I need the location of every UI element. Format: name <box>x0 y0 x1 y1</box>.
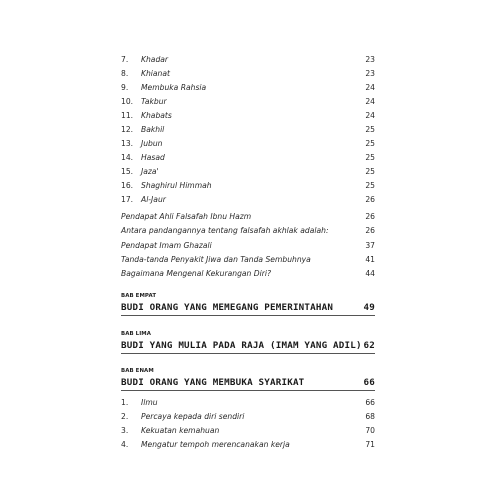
entry-page: 24 <box>365 83 375 92</box>
entry-number: 1. <box>121 398 129 407</box>
chapter-label: BAB EMPAT <box>121 293 157 299</box>
entry-number: 14. <box>121 153 134 162</box>
entry-title: Khianat <box>141 69 170 78</box>
entry-number: 11. <box>121 111 134 120</box>
entry-number: 10. <box>121 97 134 106</box>
line-title: Antara pandangannya tentang falsafah akhlak adalah: <box>121 226 329 235</box>
toc-entry <box>121 410 375 423</box>
chapter-label: BAB LIMA <box>121 331 152 337</box>
chapter-title: BUDI YANG MULIA PADA RAJA (IMAM YANG ADIL) <box>121 340 362 351</box>
chapter-page: 66 <box>363 377 375 388</box>
toc-entry <box>121 424 375 437</box>
entry-page: 23 <box>365 69 375 78</box>
chapter-heading <box>121 339 375 354</box>
entry-title: Shaghirul Himmah <box>141 181 212 190</box>
entry-page: 24 <box>365 111 375 120</box>
entry-page: 66 <box>365 398 375 407</box>
line-title: Pendapat Imam Ghazali <box>121 241 212 250</box>
line-page: 26 <box>365 212 375 221</box>
entry-title: Khadar <box>141 55 169 64</box>
entry-title: Jaza' <box>141 167 159 176</box>
entry-page: 25 <box>365 181 375 190</box>
toc-entry <box>121 53 375 66</box>
toc-entry <box>121 123 375 136</box>
toc-line <box>121 224 375 237</box>
line-page: 41 <box>365 255 375 264</box>
entry-title: Takbur <box>141 97 167 106</box>
entry-page: 68 <box>365 412 375 421</box>
chapter-heading <box>121 301 375 316</box>
line-title: Pendapat Ahli Falsafah Ibnu Hazm <box>121 212 252 221</box>
chapter-title: BUDI ORANG YANG MEMEGANG PEMERINTAHAN <box>121 302 334 313</box>
toc-line <box>121 210 375 223</box>
line-title: Tanda-tanda Penyakit Jiwa dan Tanda Sembuhnya <box>121 255 311 264</box>
toc-entry <box>121 396 375 409</box>
entry-title: Al-Jaur <box>141 195 166 204</box>
line-page: 37 <box>365 241 375 250</box>
entry-title: Membuka Rahsia <box>141 83 207 92</box>
entry-title: Jubun <box>141 139 163 148</box>
entry-number: 13. <box>121 139 134 148</box>
toc-entry <box>121 67 375 80</box>
entry-title: Mengatur tempoh merencanakan kerja <box>141 440 290 449</box>
entry-number: 17. <box>121 195 134 204</box>
entry-number: 15. <box>121 167 134 176</box>
toc-entry <box>121 179 375 192</box>
line-title: Bagaimana Mengenal Kekurangan Diri? <box>121 269 271 278</box>
toc-entry <box>121 193 375 206</box>
entry-number: 2. <box>121 412 129 421</box>
entry-page: 25 <box>365 167 375 176</box>
entry-page: 26 <box>365 195 375 204</box>
chapter-heading <box>121 376 375 391</box>
entry-number: 3. <box>121 426 129 435</box>
chapter-label: BAB ENAM <box>121 368 154 374</box>
toc-entry <box>121 81 375 94</box>
entry-number: 7. <box>121 55 129 64</box>
entry-title: Ilmu <box>141 398 158 407</box>
entry-number: 8. <box>121 69 129 78</box>
entry-title: Hasad <box>141 153 165 162</box>
entry-title: Khabats <box>141 111 172 120</box>
toc-entry <box>121 109 375 122</box>
line-page: 26 <box>365 226 375 235</box>
entry-number: 4. <box>121 440 129 449</box>
entry-page: 24 <box>365 97 375 106</box>
entry-page: 25 <box>365 139 375 148</box>
chapter-title: BUDI ORANG YANG MEMBUKA SYARIKAT <box>121 377 305 388</box>
entry-page: 71 <box>365 440 375 449</box>
entry-number: 9. <box>121 83 129 92</box>
entry-number: 12. <box>121 125 134 134</box>
toc-entry <box>121 95 375 108</box>
toc-entry <box>121 137 375 150</box>
toc-entry <box>121 151 375 164</box>
entry-title: Percaya kepada diri sendiri <box>141 412 245 421</box>
entry-page: 70 <box>365 426 375 435</box>
toc-line <box>121 267 375 280</box>
toc-line <box>121 253 375 266</box>
chapter-page: 62 <box>363 340 375 351</box>
toc-entry <box>121 438 375 451</box>
entry-title: Kekuatan kemahuan <box>141 426 220 435</box>
entry-number: 16. <box>121 181 134 190</box>
toc-entry <box>121 165 375 178</box>
chapter-page: 49 <box>363 302 375 313</box>
toc-line <box>121 239 375 252</box>
entry-title: Bakhil <box>141 125 165 134</box>
entry-page: 25 <box>365 125 375 134</box>
entry-page: 23 <box>365 55 375 64</box>
entry-page: 25 <box>365 153 375 162</box>
line-page: 44 <box>365 269 375 278</box>
